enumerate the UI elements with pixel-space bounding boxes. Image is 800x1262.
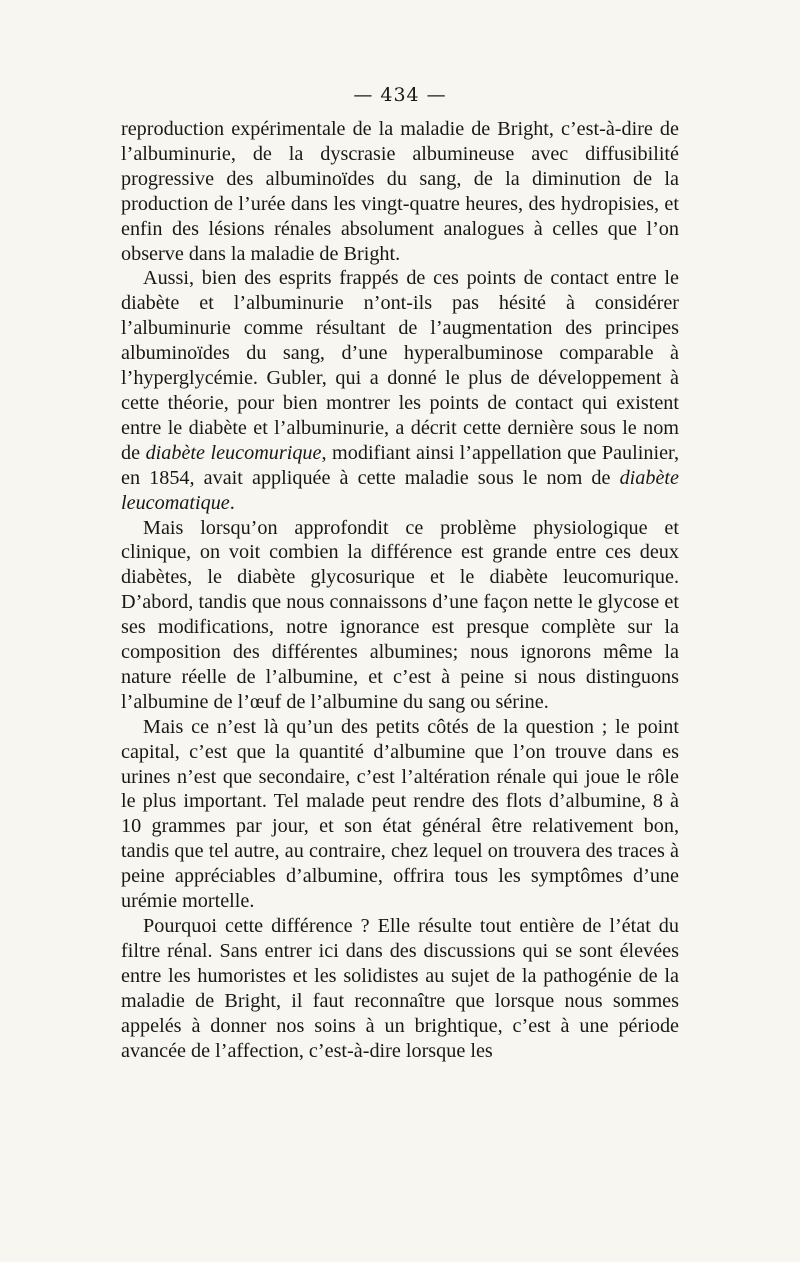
paragraph-1 — [121, 117, 679, 266]
paragraph-1-text: reproduction expérimentale de la maladie de Bright, c’est-à-dire de l’albuminurie, de la dyscrasie albumineuse avec diffusibilité progressive des albuminoïdes du sang, de la diminution de la production de l’urée dans les vingt-quatre heures, des hydropisies, et enfin des lésions rénales absolument analogues à celles que l’on observe dans la maladie de Bright. — [121, 118, 679, 265]
paragraph-4 — [121, 715, 679, 914]
paragraph-5 — [121, 914, 679, 1063]
paragraph-2 — [121, 266, 679, 515]
paragraph-2-text-c: . — [229, 491, 235, 514]
paragraph-3-text: Mais lorsqu’on approfondit ce problème physiologique et clinique, on voit combien la différence est grande entre ces deux diabètes, le diabète glycosurique et le diabète leucomurique. D’abord, tandis que nous connaissons d’une façon nette le glycose et ses modifications, notre ignorance est presque complète sur la composition des différentes albumines; nous ignorons même la nature réelle de l’albumine, et c’est à peine si nous distinguons l’albumine de l’œuf de l’albumine du sang ou sérine. — [121, 516, 679, 713]
paragraph-2-text-a: Aussi, bien des esprits frappés de ces points de contact entre le diabète et l’albuminurie n’ont-ils pas hésité à considérer l’albuminurie comme résultant de l’augmentation des principes albuminoïdes du sang, d’une hyperalbuminose comparable à l’hyperglycémie. Gubler, qui a donné le plus de développement à cette théorie, pour bien montrer les points de contact qui existent entre le diabète et l’albuminurie, a décrit cette dernière sous le nom de — [121, 267, 679, 464]
paragraph-4-text: Mais ce n’est là qu’un des petits côtés de la question ; le point capital, c’est que la quantité d’albumine que l’on trouve dans es urines n’est que secondaire, c’est l’altération rénale qui joue le rôle le plus important. Tel malade peut rendre des flots d’albumine, 8 à 10 grammes par jour, et son état général être relativement bon, tandis que tel autre, au contraire, chez lequel on trouvera des traces à peine appréciables d’albumine, offrira tous les symptômes d’une urémie mortelle. — [121, 715, 679, 913]
page-number: — 434 — — [353, 84, 447, 106]
paragraph-5-text: Pourquoi cette différence ? Elle résulte tout entière de l’état du filtre rénal. Sans entrer ici dans des discussions qui se sont élevées entre les humoristes et les solidistes au sujet de la pathogénie de la maladie de Bright, il faut reconnaître que lorsque nous sommes appelés à donner nos soins à un brightique, c’est à une période avancée de l’affection, c’est-à-dire lorsque les — [121, 915, 679, 1062]
italic-term-diabete-leucomatique: diabète leucomatique — [121, 466, 679, 514]
paragraph-3 — [121, 516, 679, 715]
paragraph-2-text-b: , modifiant ainsi l’appellation que Paulinier, en 1854, avait appliquée à cette maladie sous le nom de — [121, 441, 679, 489]
italic-term-diabete-leucomurique: diabète leucomurique — [145, 441, 322, 464]
body-text — [121, 117, 679, 1063]
